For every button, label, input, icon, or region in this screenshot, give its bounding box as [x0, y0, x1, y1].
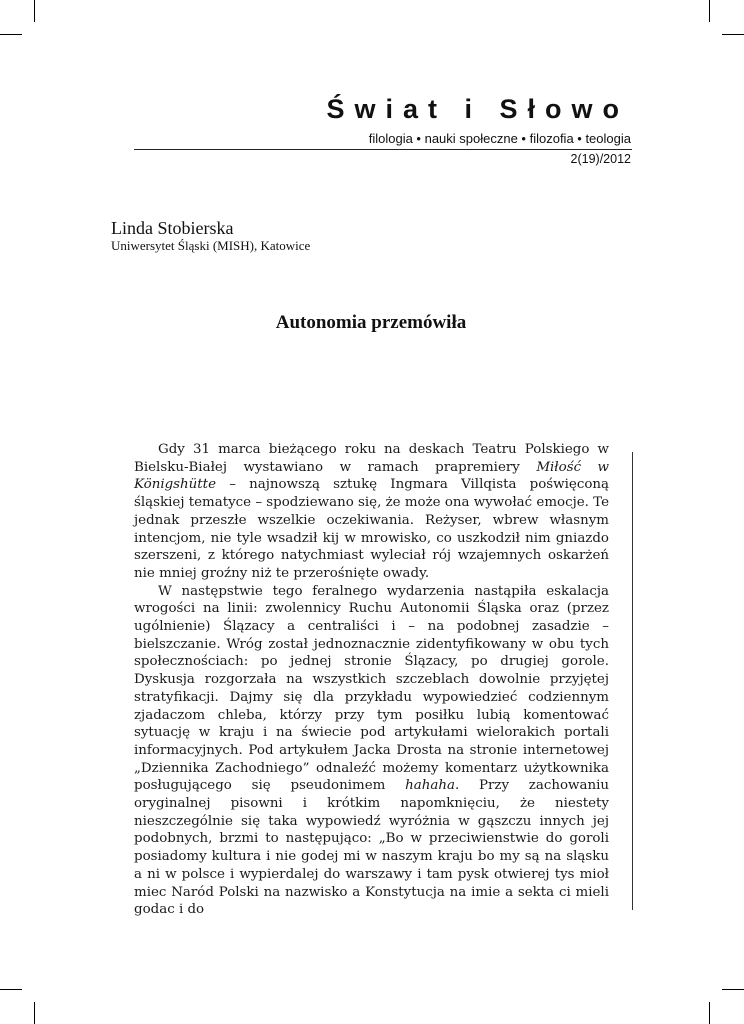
journal-subtitle: filologia • nauki społeczne • filozofia • teologia	[368, 131, 631, 146]
crop-mark-top-left	[34, 0, 35, 22]
play-title: Miłość w Königshütte	[134, 459, 609, 493]
article-title: Autonomia przemówiła	[275, 312, 467, 333]
paragraph-1	[134, 441, 609, 583]
margin-rule	[632, 452, 633, 910]
crop-mark-top-left-h	[0, 34, 22, 35]
crop-mark-bottom-left	[34, 1002, 35, 1024]
paragraph-2-text-a: W następstwie tego feralnego wydarzenia nastąpiła eskalacja wrogości na linii: zwolennicy Ruchu Autonomii Śląska oraz (przez ugólnienie) Ślązacy a centraliści i – na podobnej zasadzie – bielszczanie. Wróg został jednoznacznie zidentyfikowany w obu tych społecznościach: po jednej stronie Ślązacy, po drugiej gorole. Dyskusja rozgorzała na wszystkich szczeblach dowolnie przyjętej stratyfikacji. Dajmy się dla przykładu wypowiedzieć codziennym zjadaczom chleba, którzy przy tym posiłku lubią komentować sytuację w kraju i na świecie pod artykułami wielorakich portali informacyjnych. Pod artykułem Jacka Drosta na stronie internetowej „Dziennika Zachodniego” odnaleźć możemy komentarz użytkownika posługującego się pseudonimem	[134, 583, 609, 794]
journal-title: Świat i Słowo	[326, 94, 629, 124]
pseudonym: hahaha.	[405, 778, 460, 794]
author-affiliation: Uniwersytet Śląski (MISH), Katowice	[111, 238, 311, 253]
crop-mark-bottom-left-h	[0, 989, 22, 990]
article-body	[134, 441, 609, 919]
crop-mark-top-right-h	[722, 34, 744, 35]
crop-mark-top-right	[709, 0, 710, 22]
paragraph-1-text-a: Gdy 31 marca bieżącego roku na deskach Teatru Polskiego w Bielsku-Białej wystawiano w ramach prapremiery	[134, 442, 609, 475]
journal-issue: 2(19)/2012	[570, 152, 631, 166]
crop-mark-bottom-right-h	[722, 989, 744, 990]
paragraph-2	[134, 583, 609, 919]
header-rule	[134, 149, 632, 150]
author-name: Linda Stobierska	[111, 218, 234, 238]
paragraph-2-text-b: Przy zachowaniu oryginalnej pisowni i krótkim napomknięciu, że niestety nieszczególnie się taka wypowiedź wyróżnia w gąszczu innych jej podobnych, brzmi to następująco: „Bo w przeciwienstwie do goroli posiadomy kultura i nie godej mi w naszym kraju bo my są na sląsku a ni w polsce i wypierdalej do warszawy i tam pysk otwierej tys mioł miec Naród Polski na nazwisko a Konstytucja na imie a sekta ci mieli godac i do	[134, 778, 610, 918]
crop-mark-bottom-right	[709, 1002, 710, 1024]
paragraph-1-text-b: – najnowszą sztukę Ingmara Villqista poświęconą śląskiej tematyce – spodziewano się, że może ona wywołać emocje. Te jednak przeszłe wszelkie oczekiwania. Reżyser, wbrew własnym intencjom, nie tyle wsadził kij w mrowisko, co uszkodził nim gniazdo szerszeni, z którego natychmiast wyleciał rój wzajemnych oskarżeń nie mniej groźny niż te przerośnięte owady.	[134, 477, 610, 581]
